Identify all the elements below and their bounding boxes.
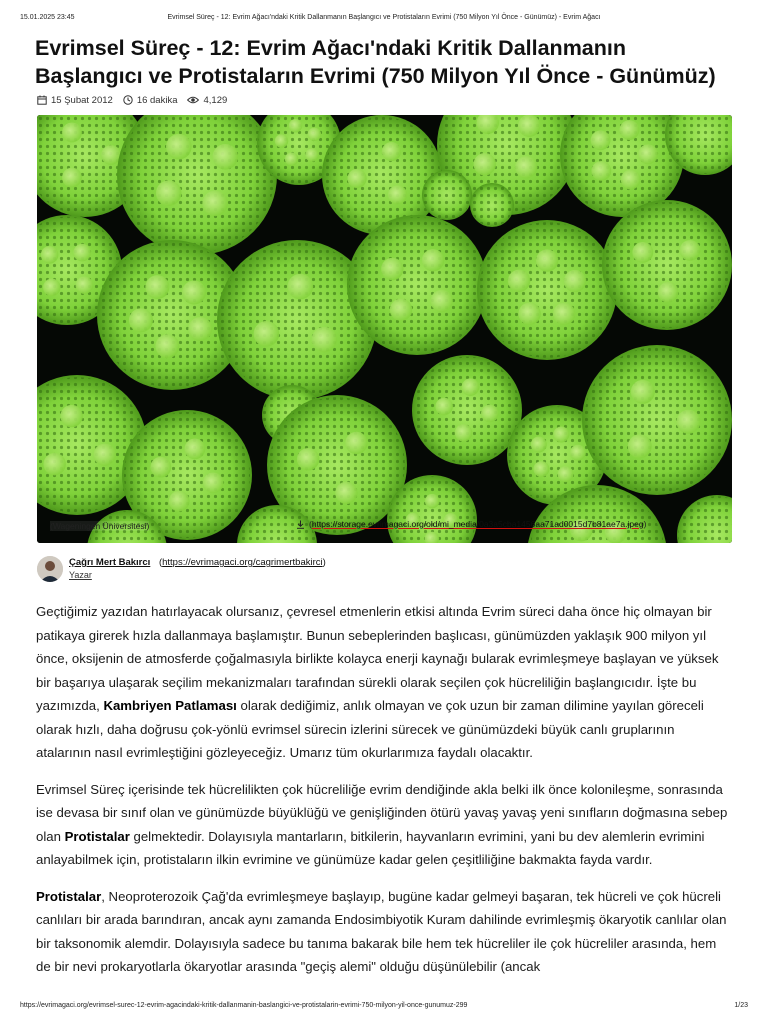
print-url: https://evrimagaci.org/evrimsel-surec-12-evrim-agacindaki-kritik-dallanmanin-baslangici-ve-protistalarin-evrimi-750-milyon-yil-once-gunumuz-299	[20, 1002, 468, 1009]
bold-term: Protistalar	[36, 888, 102, 904]
colony	[470, 183, 514, 227]
colony	[347, 215, 487, 355]
meta-date-text: 15 Şubat 2012	[51, 94, 113, 106]
colony	[602, 200, 732, 330]
print-page-number: 1/23	[734, 1002, 748, 1009]
avatar[interactable]	[37, 556, 63, 582]
meta-read-time-text: 16 dakika	[136, 94, 178, 106]
author-block	[37, 556, 326, 582]
meta-views	[187, 95, 227, 106]
meta-read-time	[123, 95, 178, 106]
download-icon	[296, 520, 305, 529]
volvox-micrograph	[37, 115, 732, 543]
print-footer	[20, 1002, 748, 1014]
clock-icon	[123, 95, 133, 105]
article-meta	[37, 93, 237, 107]
eye-icon	[187, 95, 199, 105]
author-role[interactable]: Yazar	[69, 570, 92, 580]
paragraph-3: Protistalar, Neoproterozoik Çağ'da evrimleşmeye başlayıp, bugüne kadar gelmeyi başaran, tek hücreli ve çok hücreli canlıları bir arada barındıran, ancak aynı zamanda Endosimbiyotik Kuram dahilinde evrimleşmiş ökaryotik canlılar olan bir taksonomik alemdir. Dolayısıyla sadece bu tanıma bakarak bile hem tek hücreliler ile çok hücreliler arasında, hem de bir nevi prokaryotlarla ökaryotlar arasında "geçiş alemi" olduğu düşünülebilir (ancak	[36, 888, 727, 974]
paragraph-1: Geçtiğimiz yazıdan hatırlayacak olursanız, çevresel etmenlerin etkisi altında Evrim süreci daha önce hiç olmayan bir patikaya girerek hızla dallanmaya başlamıştır. Bunun sebeplerinden başlıcası, günümüzden yaklaşık 900 milyon yıl önce, oksijenin de atmosferde çoğalmasıyla birlikte kolayca enerji kaynağı bularak evrimleşmeye başlayan ve yüksek bir başarıya ulaşarak seçilim mekanizmaları tarafından sürekli olarak seçilen çok hücreliliğin başlangıcıdır. İşte bu yazımızda, Kambriyen Patlaması olarak dediğimiz, anlık olmayan ve çok uzun bir zaman dilimine yayılan göreceli olarak hızlı, daha doğrusu çok-yönlü evrimsel sürecin izlerini sürecek ve günümüzdeki büyük canlı gruplarının atalarının nasıl evrimleştiğini gözleyeceğiz. Umarız tüm okurlarımıza faydalı olacaktır.	[36, 604, 719, 760]
image-source-open: (	[309, 519, 312, 529]
author-name[interactable]: Çağrı Mert Bakırcı	[69, 557, 151, 568]
article-body	[36, 600, 732, 992]
meta-views-text: 4,129	[203, 94, 228, 106]
print-header	[20, 10, 748, 24]
colony	[582, 345, 732, 495]
bold-term: Protistalar	[64, 828, 130, 844]
print-page-title: Evrimsel Süreç - 12: Evrim Ağacı'ndaki Kritik Dallanmanın Başlangıcı ve Protistaların Evrimi (750 Milyon Yıl Önce - Günümüz) - Evrim Ağacı	[167, 13, 601, 21]
bold-term: Kambriyen Patlaması	[103, 698, 237, 713]
author-url[interactable]: (https://evrimagaci.org/cagrimertbakirci)	[158, 557, 326, 568]
colony	[422, 170, 472, 220]
image-source-link[interactable]: https://storage.evrimagaci.org/old/mi_media/0a3a5cba1456aa71ad0015d7b81ae7a.jpeg	[311, 519, 644, 529]
print-timestamp: 15.01.2025 23:45	[20, 13, 75, 21]
image-source	[296, 519, 646, 529]
colony	[412, 355, 522, 465]
paragraph-2: Evrimsel Süreç içerisinde tek hücrelilikten çok hücreliliğe evrim dendiğinde akla belki ilk önce kolonileşme, sonrasında ise devasa bir sınıf olan ve günümüzde büyüklüğü ve genişliğinden ötürü yavaş yavaş yeni sınıfların doğmasına sebep olan Protistalar gelmektedir. Dolayısıyla mantarların, bitkilerin, hayvanların evrimini, yani bu dev alemlerin evrimini anlayabilmek için, protistaların ilkin evrimine ve günümüze kadar gelen çeşitliliğine bakmakta fayda vardır.	[36, 781, 728, 867]
calendar-icon	[37, 95, 47, 105]
meta-date	[37, 95, 113, 106]
author-url-link[interactable]: https://evrimagaci.org/cagrimertbakirci	[162, 557, 323, 568]
article-title: Evrimsel Süreç - 12: Evrim Ağacı'ndaki Kritik Dallanmanın Başlangıcı ve Protistaların Evrimi (750 Milyon Yıl Önce - Günümüz)	[35, 36, 716, 88]
image-source-close: )	[643, 519, 647, 529]
colony	[477, 220, 617, 360]
hero-image	[37, 115, 732, 543]
image-credit: (Wageningen Üniversitesi)	[50, 521, 150, 531]
